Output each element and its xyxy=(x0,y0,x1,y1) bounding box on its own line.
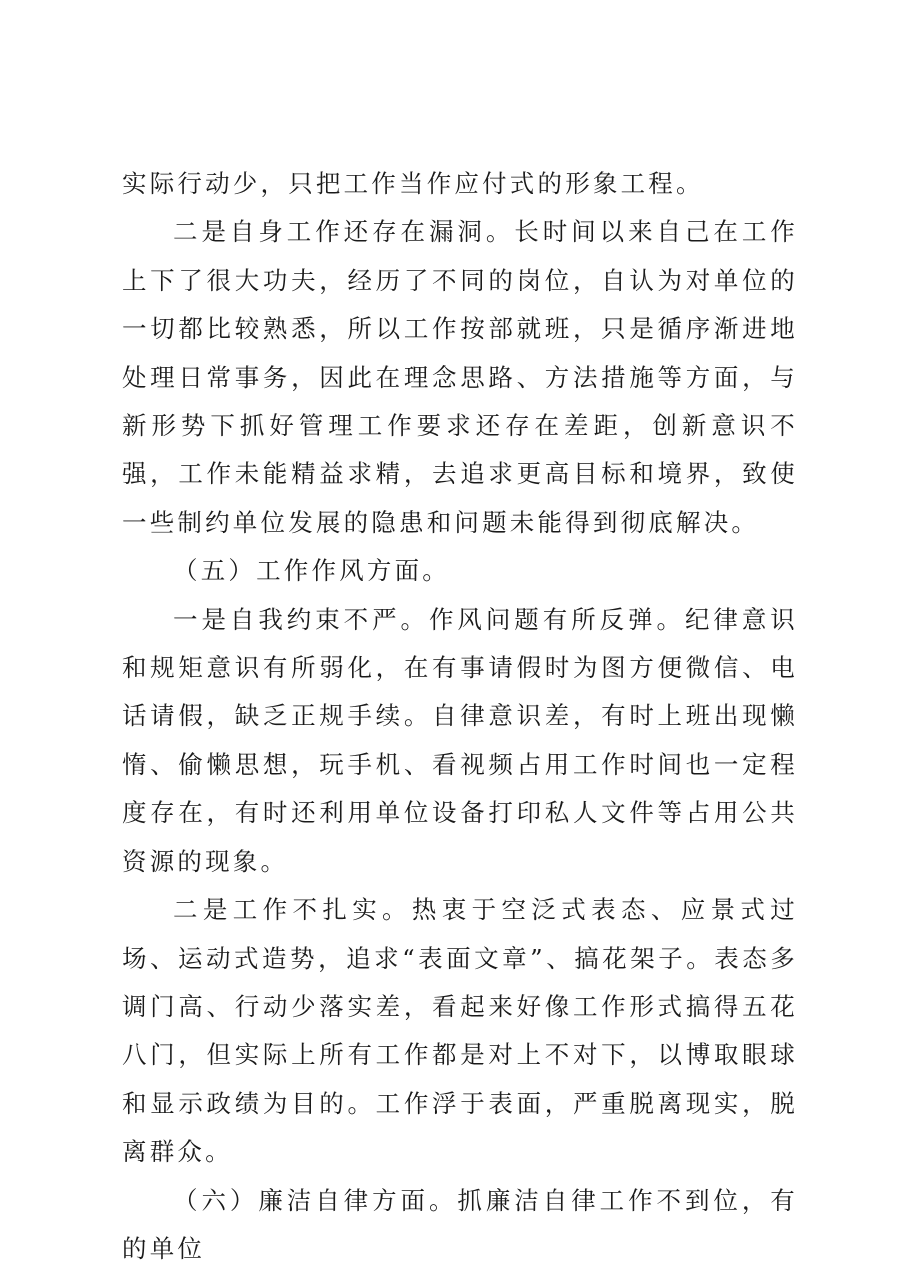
paragraph-work-not-solid: 二是工作不扎实。热衷于空泛式表态、应景式过场、运动式造势，追求“表面文章”、搞花架子。表态多调门高、行动少落实差，看起来好像工作形式搞得五花八门，但实际上所有工作都是对上不对下，以博取眼球和显示政绩为目的。工作浮于表面，严重脱离现实，脱离群众。 xyxy=(122,895,798,1167)
document-body xyxy=(122,160,798,1273)
paragraph-continuation: 实际行动少，只把工作当作应付式的形象工程。 xyxy=(122,169,704,198)
paragraph-integrity-heading: （六）廉洁自律方面。抓廉洁自律工作不到位，有的单位 xyxy=(122,1185,798,1263)
paragraph-self-work-loopholes: 二是自身工作还存在漏洞。长时间以来自己在工作上下了很大功夫，经历了不同的岗位，自认为对单位的一切都比较熟悉，所以工作按部就班，只是循序渐进地处理日常事务，因此在理念思路、方法措施等方面，与新形势下抓好管理工作要求还存在差距，创新意识不强，工作未能精益求精，去追求更高目标和境界，致使一些制约单位发展的隐患和问题未能得到彻底解决。 xyxy=(122,217,798,537)
paragraph-self-discipline: 一是自我约束不严。作风问题有所反弹。纪律意识和规矩意识有所弱化，在有事请假时为图方便微信、电话请假，缺乏正规手续。自律意识差，有时上班出现懒惰、偷懒思想，玩手机、看视频占用工作时间也一定程度存在，有时还利用单位设备打印私人文件等占用公共资源的现象。 xyxy=(122,604,798,876)
section-heading-work-style: （五）工作作风方面。 xyxy=(173,556,450,586)
